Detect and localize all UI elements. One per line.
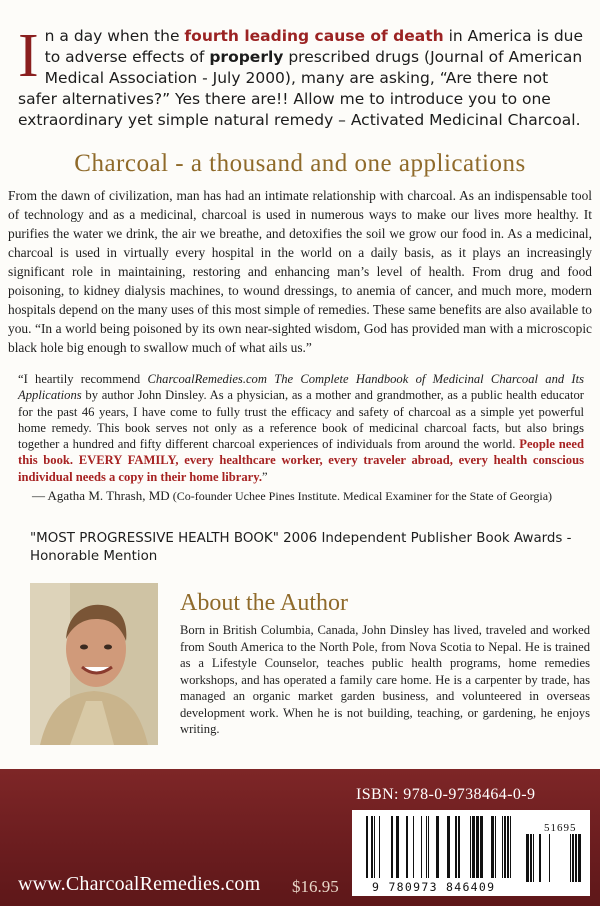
quote-open: “I heartily recommend	[18, 372, 148, 386]
about-author-heading: About the Author	[180, 590, 348, 616]
barcode-number: 9 780973 846409	[372, 880, 496, 894]
endorsement-quote	[18, 371, 584, 485]
attribution-name: — Agatha M. Thrash, MD	[32, 488, 170, 503]
book-title: CharcoalRemedies.com The Complete Handbook of Medicinal Charcoal and Its Applications	[18, 372, 585, 403]
isbn-label: ISBN: 978-0-9738464-0-9	[356, 786, 536, 803]
quote-body: by author John Dinsley. As a physician, as a mother and grandmother, as a public health educator for the past 46 years, I have come to fully trust the efficacy and safety of charcoal as a simple yet powerful home remedy. This book serves not only as a reference book of medicinal charcoal facts, but also brings together a hundred and fifty different charcoal experiences of individuals from around the world.	[18, 388, 584, 452]
intro-text-2: in America is due to adverse effects of	[44, 27, 584, 66]
award-text: "MOST PROGRESSIVE HEALTH BOOK" 2006 Independent Publisher Book Awards - Honorable Mention	[30, 531, 572, 564]
intro-text-3: prescribed drugs (Journal of American Medical Association - July 2000), many are asking, “Are there not safer alternatives?” Yes there are!! Allow me to introduce you to one extraordinary yet simple natural remedy – Activated Medicinal Charcoal.	[18, 48, 583, 129]
quote-highlight: People need this book. EVERY FAMILY, every healthcare worker, every traveler abroad, every health conscious individual needs a copy in their home library.	[18, 437, 584, 484]
attribution-detail: (Co-founder Uchee Pines Institute. Medical Examiner for the State of Georgia)	[169, 489, 553, 503]
website-url: www.CharcoalRemedies.com	[18, 873, 261, 895]
quote-attribution	[32, 488, 592, 504]
drop-cap: I	[18, 22, 39, 90]
section-heading: Charcoal - a thousand and one applications	[74, 150, 526, 177]
quote-close: ”	[261, 469, 268, 484]
intro-paragraph	[18, 22, 590, 131]
body-paragraph: From the dawn of civilization, man has had an intimate relationship with charcoal. As an indispensable tool of technology and as a medicinal, charcoal is used in numerous ways to make our lives more healthy. It purifies the water we drink, the air we breathe, and detoxifies the soil we grow our food in. As a medicinal, charcoal is used in virtually every hospital in the world on a daily basis, as it plays an increasingly significant role in maintaining, restoring and enhancing man’s level of health. From drug and food poisoning, to kidney dialysis machines, to wound dressings, to anemia of cancer, and much more, modern hospitals depend on the many uses of this most simple of remedies. These same benefits are also available to you. “In a world being poisoned by its own near-sighted wisdom, God has provided man with a microscopic black hole big enough to swallow much of what ails us.”	[8, 188, 592, 355]
intro-highlight-cause: fourth leading cause of death	[184, 27, 444, 45]
price-code: 51695	[544, 822, 577, 834]
about-author-text: Born in British Columbia, Canada, John Dinsley has lived, traveled and worked from South America to the North Pole, from Nova Scotia to Nepal. He is trained as a Lifestyle Counselor, teaches public health programs, home remedies workshops, and has operated a family care home. He is a carpenter by trade, has managed an organic market garden business, and volunteered in overseas development work. When he is not building, teaching, or gardening, he enjoys writing.	[180, 623, 590, 736]
author-photo	[30, 583, 158, 745]
price: $16.95	[292, 877, 339, 896]
author-portrait-image	[30, 583, 158, 745]
intro-highlight-properly: properly	[209, 48, 284, 66]
intro-text-1: n a day when the	[44, 27, 185, 45]
